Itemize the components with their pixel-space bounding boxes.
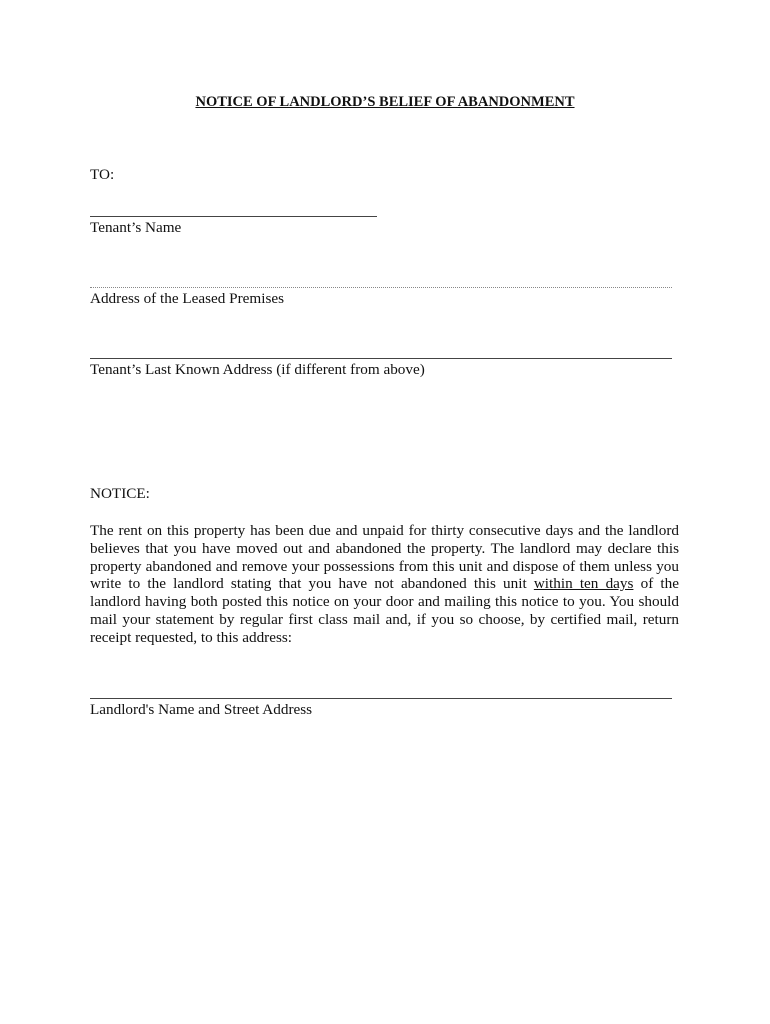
notice-text-2: of the landlord having both posted this notice on your door and mailing this notice to you. You should mail your statement by regular first class mail and, if you so choose, by certified mail, return receipt requested, to this address: bbox=[90, 575, 679, 646]
last-known-address-label: Tenant’s Last Known Address (if different from above) bbox=[90, 361, 425, 378]
to-label: TO: bbox=[90, 166, 115, 183]
leased-address-line[interactable] bbox=[90, 287, 672, 288]
notice-label: NOTICE: bbox=[90, 485, 150, 502]
leased-address-label: Address of the Leased Premises bbox=[90, 290, 285, 307]
notice-paragraph bbox=[90, 522, 679, 647]
tenant-name-label: Tenant’s Name bbox=[90, 219, 182, 236]
document-title: NOTICE OF LANDLORD’S BELIEF OF ABANDONMENT bbox=[195, 94, 575, 110]
notice-deadline: within ten days bbox=[533, 575, 634, 593]
notice-text-1: The rent on this property has been due and unpaid for thirty consecutive days and the landlord believes that you have moved out and abandoned the property. The landlord may declare this property abandoned and remove your possessions from this unit and dispose of them unless you write to the landlord stating that you have not abandoned this unit bbox=[90, 522, 679, 593]
landlord-address-label: Landlord's Name and Street Address bbox=[90, 701, 313, 718]
landlord-address-line[interactable] bbox=[90, 698, 672, 699]
tenant-name-line[interactable] bbox=[90, 216, 377, 217]
last-known-address-line[interactable] bbox=[90, 358, 672, 359]
